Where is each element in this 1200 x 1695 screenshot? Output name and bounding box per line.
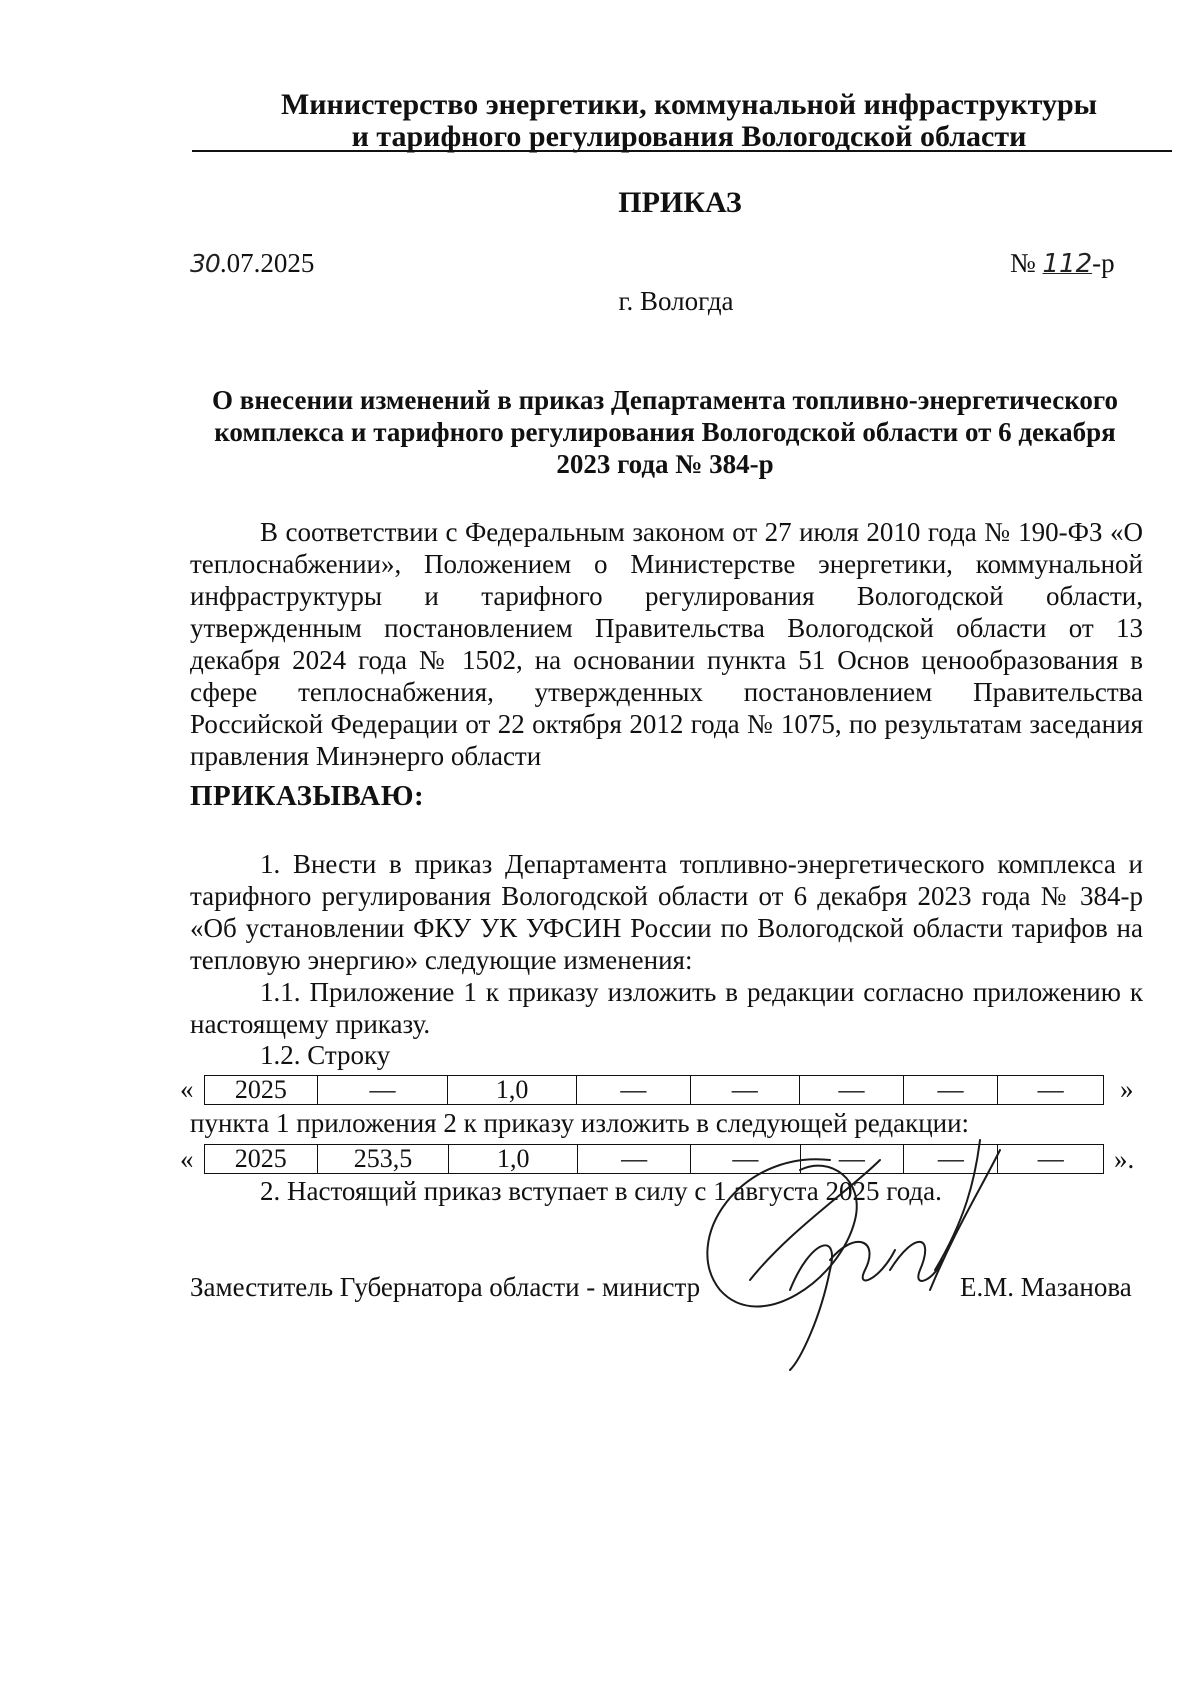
row-new-cell-year: 2025 <box>205 1145 318 1174</box>
row-old-cell-6: — <box>800 1076 904 1105</box>
row-old-cell-5: — <box>690 1076 800 1105</box>
document-type-title: ПРИКАЗ <box>618 186 742 219</box>
item-2-paragraph: 2. Настоящий приказ вступает в силу с 1 августа 2025 года. <box>260 1176 942 1206</box>
item-1-paragraph: 1. Внести в приказ Департамента топливно-энергетического комплекса и тарифного регулирования Вологодской области от 6 декабря 2023 года № 384-р «Об установлении ФКУ УК УФСИН России по Вологодской области тарифов на тепловую энергию» следующие изменения: <box>190 849 1143 975</box>
ministry-header-line1: Министерство энергетики, коммунальной инфраструктуры <box>280 88 1098 121</box>
row-old-close-quote: » <box>1120 1074 1134 1104</box>
row-old-cell-3: 1,0 <box>448 1076 577 1105</box>
row-old-cell-year: 2025 <box>205 1076 318 1105</box>
item-1-1-paragraph: 1.1. Приложение 1 к приказу изложить в редакции согласно приложению к настоящему приказу. <box>190 977 1143 1039</box>
table-row <box>205 1076 1104 1105</box>
number-handwritten: 112 <box>1042 249 1093 279</box>
header-rule <box>192 150 1172 152</box>
number-prefix: № <box>1010 248 1043 278</box>
preamble-paragraph: В соответствии с Федеральным законом от 27 июля 2010 года № 190-ФЗ «О теплоснабжении», Положением о Министерстве энергетики, коммунальной инфраструктуры и тарифного регулирования Вологодской области, утвержденным постановлением Правительства Вологодской области от 13 декабря 2024 года № 1502, на основании пункта 51 Основ ценообразования в сфере теплоснабжения, утвержденных постановлением Правительства Российской Федерации от 22 октября 2012 года № 1075, по результатам заседания правления Минэнерго области <box>190 517 1143 771</box>
row-new-cell-7: — <box>904 1145 998 1174</box>
row-new-cell-5: — <box>691 1145 800 1174</box>
number-suffix: -р <box>1092 248 1115 278</box>
row-old-open-quote: « <box>180 1074 194 1104</box>
row-new-close-quote: ». <box>1114 1144 1135 1174</box>
document-city: г. Вологда <box>618 286 734 316</box>
item-1-2-label: 1.2. Строку <box>260 1040 391 1070</box>
document-number <box>1010 248 1115 279</box>
row-old-table <box>204 1075 1104 1105</box>
row-new-cell-2: 253,5 <box>317 1145 449 1174</box>
row-old-cell-2: — <box>317 1076 448 1105</box>
row-new-cell-6: — <box>800 1145 904 1174</box>
row-old-cell-7: — <box>903 1076 997 1105</box>
signer-position: Заместитель Губернатора области - министр <box>190 1272 701 1302</box>
handwritten-signature <box>680 1120 1010 1380</box>
row-old-cell-4: — <box>577 1076 690 1105</box>
row-new-cell-8: — <box>998 1145 1104 1174</box>
row-new-cell-3: 1,0 <box>449 1145 578 1174</box>
row-new-cell-4: — <box>578 1145 691 1174</box>
item-1-2-tail: пункта 1 приложения 2 к приказу изложить в следующей редакции: <box>190 1108 970 1138</box>
row-new-open-quote: « <box>180 1144 194 1174</box>
order-word: ПРИКАЗЫВАЮ: <box>190 780 425 812</box>
date-rest: .07.2025 <box>219 248 315 278</box>
document-date <box>190 248 314 279</box>
date-day-handwritten: 30 <box>190 249 220 278</box>
row-old-cell-8: — <box>998 1076 1104 1105</box>
document-subject: О внесении изменений в приказ Департамента топливно-энергетического комплекса и тарифного регулирования Вологодской области от 6 декабря 2023 года № 384-р <box>211 385 1118 479</box>
signer-name: Е.М. Мазанова <box>960 1272 1132 1302</box>
ministry-header-line2: и тарифного регулирования Вологодской области <box>351 120 1027 153</box>
